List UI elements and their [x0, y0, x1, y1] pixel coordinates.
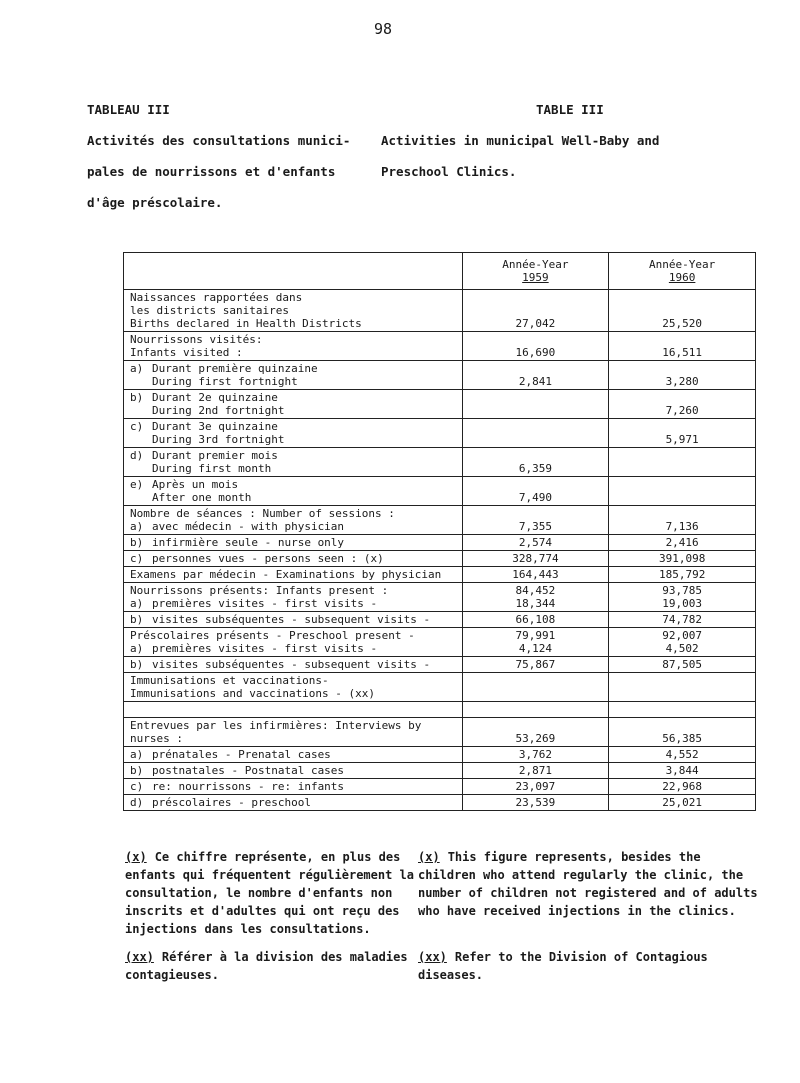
table-row: Naissances rapportées dans les districts sanitaires Births declared in Health Districts 27,042 25,520: [124, 290, 756, 332]
heading-fr-label: TABLEAU III: [87, 102, 170, 117]
heading-en-line: Activities in municipal Well-Baby and: [381, 133, 660, 148]
table-row: c) re: nourrissons - re: infants 23,097 22,968: [124, 779, 756, 795]
table-row: a) prénatales - Prenatal cases 3,762 4,552: [124, 747, 756, 763]
heading-fr-line: Activités des consultations munici-: [87, 133, 351, 148]
table-header-row: [124, 253, 756, 290]
table-row: Examens par médecin - Examinations by physician 164,443 185,792: [124, 567, 756, 583]
table-row: Nombre de séances : Number of sessions : a) avec médecin - with physician 7,355 7,136: [124, 506, 756, 535]
table-row: b) visites subséquentes - subsequent visits - 66,108 74,782: [124, 612, 756, 628]
table-row: Immunisations et vaccinations- Immunisations and vaccinations - (xx): [124, 673, 756, 702]
footnote-xx-fr: (xx) Référer à la division des maladies contagieuses.: [125, 950, 408, 982]
table-row: b) infirmière seule - nurse only 2,574 2,416: [124, 535, 756, 551]
table-row: b) postnatales - Postnatal cases 2,871 3,844: [124, 763, 756, 779]
heading-en-line: Preschool Clinics.: [381, 164, 517, 179]
page-number: 98: [374, 20, 393, 38]
heading-fr-line: d'âge préscolaire.: [87, 195, 223, 210]
table-row: d) préscolaires - preschool 23,539 25,021: [124, 795, 756, 811]
table-row: Préscolaires présents - Preschool present - a) premières visites - first visits - 79,991 4,124 92,007 4,502: [124, 628, 756, 657]
table-row: b) visites subséquentes - subsequent visits - 75,867 87,505: [124, 657, 756, 673]
heading-fr: [87, 98, 350, 214]
footnote-xx-en: (xx) Refer to the Division of Contagious diseases.: [418, 950, 708, 982]
heading-en: [381, 98, 659, 183]
table-row: c) Durant 3e quinzaine During 3rd fortnight 5,971: [124, 419, 756, 448]
footnote-x-en: (x) This figure represents, besides the children who attend regularly the clinic, the number of children not registered and of adults who have received injections in the clinics.: [418, 850, 758, 918]
table-row: b) Durant 2e quinzaine During 2nd fortnight 7,260: [124, 390, 756, 419]
heading-fr-line: pales de nourrissons et d'enfants: [87, 164, 336, 179]
table-row: Entrevues par les infirmières: Interviews by nurses : 53,269 56,385: [124, 718, 756, 747]
table-row: d) Durant premier mois During first month 6,359: [124, 448, 756, 477]
heading-en-label: TABLE III: [536, 102, 604, 117]
table-row: a) Durant première quinzaine During first fortnight 2,841 3,280: [124, 361, 756, 390]
table-row: c) personnes vues - persons seen : (x) 328,774 391,098: [124, 551, 756, 567]
column-header-1960: Année-Year 1960: [609, 253, 756, 290]
table-row: Nourrissons visités: Infants visited : 16,690 16,511: [124, 332, 756, 361]
clinic-activities-table: [123, 252, 756, 811]
table-row: Nourrissons présents: Infants present : a) premières visites - first visits - 84,452 18,344 93,785 19,003: [124, 583, 756, 612]
footnote-x-fr: (x) Ce chiffre représente, en plus des enfants qui fréquentent régulièrement la consultation, le nombre d'enfants non inscrits et d'adultes qui ont reçu des injections dans les consultations.: [125, 850, 414, 936]
table-row: e) Après un mois After one month 7,490: [124, 477, 756, 506]
column-header-1959: Année-Year 1959: [462, 253, 609, 290]
